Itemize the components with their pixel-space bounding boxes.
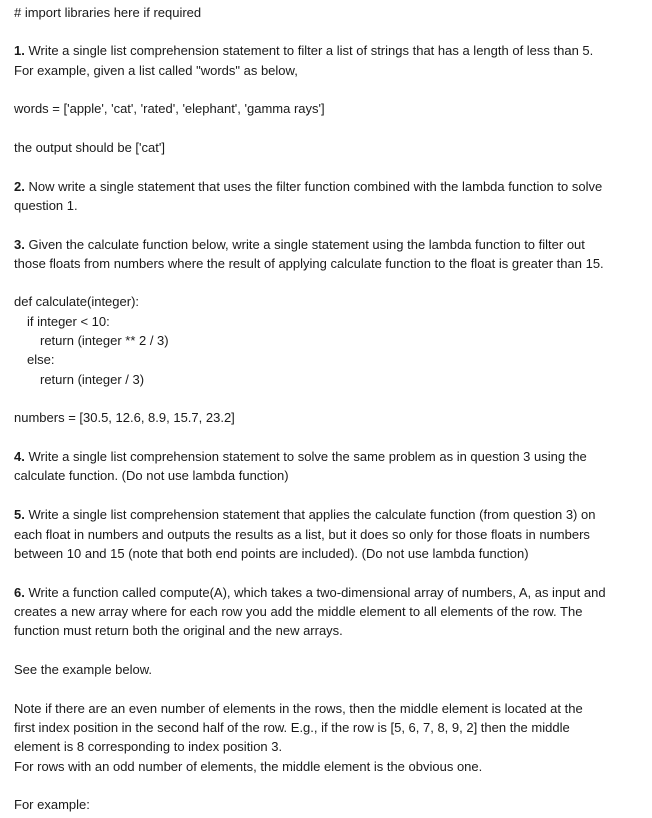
- note-line-3: element is 8 corresponding to index position 3.: [14, 739, 283, 754]
- note-line-1: Note if there are an even number of elements in the rows, then the middle element is located at the: [14, 701, 583, 716]
- import-comment: # import libraries here if required: [14, 5, 202, 20]
- q1-line-2: For example, given a list called "words" as below,: [14, 63, 298, 78]
- q4-text-1: Write a single list comprehension statement to solve the same problem as in question 3 using the: [24, 449, 587, 464]
- q6-number: 6.: [14, 585, 25, 600]
- q2-text-1: Now write a single statement that uses the filter function combined with the lambda function to solve: [24, 179, 603, 194]
- q5-number: 5.: [14, 507, 25, 522]
- code-return-1: return (integer ** 2 / 3): [40, 333, 169, 348]
- code-if: if integer < 10:: [27, 314, 110, 329]
- q6-text-1: Write a function called compute(A), which takes a two-dimensional array of numbers, A, as input and: [24, 585, 606, 600]
- q1-line-1: [14, 41, 593, 60]
- q5-text-1: Write a single list comprehension statement that applies the calculate function (from question 3) on: [24, 507, 596, 522]
- q1-number: 1.: [14, 43, 25, 58]
- note-line-2: first index position in the second half of the row. E.g., if the row is [5, 6, 7, 8, 9, 2] then the middle: [14, 720, 570, 735]
- q3-line-2: those floats from numbers where the result of applying calculate function to the float is greater than 15.: [14, 256, 604, 271]
- q3-text-1: Given the calculate function below, write a single statement using the lambda function to filter out: [24, 237, 585, 252]
- output-line: the output should be ['cat']: [14, 140, 165, 155]
- q3-line-1: [14, 235, 585, 254]
- q2-line-2: question 1.: [14, 198, 78, 213]
- code-def: def calculate(integer):: [14, 294, 140, 309]
- code-else: else:: [27, 352, 55, 367]
- q5-line-1: [14, 505, 595, 524]
- q4-line-2: calculate function. (Do not use lambda function): [14, 468, 289, 483]
- q2-line-1: [14, 177, 602, 196]
- q4-line-1: [14, 447, 587, 466]
- numbers-line: numbers = [30.5, 12.6, 8.9, 15.7, 23.2]: [14, 410, 235, 425]
- q6-line-2: creates a new array where for each row you add the middle element to all elements of the row. The: [14, 604, 583, 619]
- for-example: For example:: [14, 797, 90, 812]
- note-line-4: For rows with an odd number of elements, the middle element is the obvious one.: [14, 759, 483, 774]
- q3-number: 3.: [14, 237, 25, 252]
- q6-line-3: function must return both the original and the new arrays.: [14, 623, 343, 638]
- q6-line-1: [14, 583, 606, 602]
- code-return-2: return (integer / 3): [40, 372, 145, 387]
- q5-line-2: each float in numbers and outputs the results as a list, but it does so only for those floats in numbers: [14, 527, 590, 542]
- q1-text-1: Write a single list comprehension statement to filter a list of strings that has a length of less than 5.: [24, 43, 594, 58]
- words-line: words = ['apple', 'cat', 'rated', 'elephant', 'gamma rays']: [14, 101, 325, 116]
- q5-line-3: between 10 and 15 (note that both end points are included). (Do not use lambda function): [14, 546, 529, 561]
- q4-number: 4.: [14, 449, 25, 464]
- q2-number: 2.: [14, 179, 25, 194]
- see-example: See the example below.: [14, 662, 153, 677]
